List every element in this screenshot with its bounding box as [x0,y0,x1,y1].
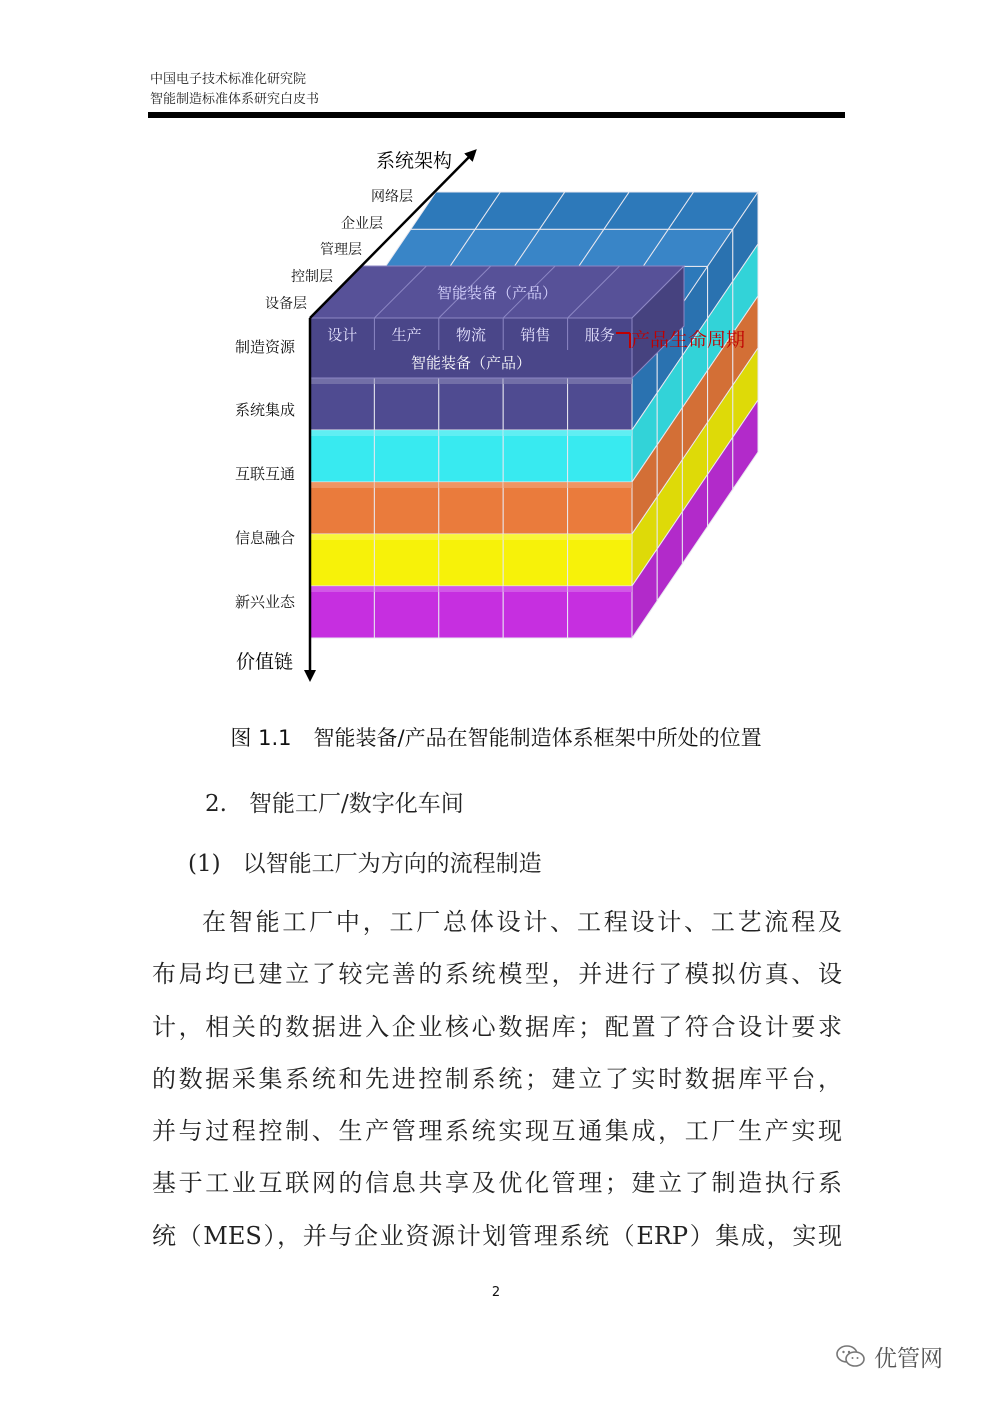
header-line-2: 智能制造标准体系研究白皮书 [150,92,320,107]
highlight-front-label: 智能装备（产品） [410,354,532,372]
paragraph-line: 的数据采集系统和先进控制系统；建立了实时数据库平台， [152,1064,842,1093]
cube-front-cell [439,430,503,482]
cube-front-cell [310,430,374,482]
cell-bevel [439,378,503,384]
watermark [836,1340,943,1373]
cell-bevel [503,586,567,592]
cube-front-cell [568,482,632,534]
paragraph-line: 计，相关的数据进入企业核心数据库；配置了符合设计要求 [152,1012,842,1041]
caption-number: 图 1.1 [230,726,292,750]
cell-bevel [439,430,503,436]
cube-front-cell [568,430,632,482]
section-title: 智能工厂/数字化车间 [248,791,464,817]
cube-front-cell [439,378,503,430]
cube-front-cell [310,378,374,430]
system-axis-title: 系统架构 [376,150,453,172]
paragraph-line: 统（MES），并与企业资源计划管理系统（ERP）集成，实现 [152,1221,842,1250]
cell-bevel [568,586,632,592]
cell-bevel [503,482,567,488]
body-paragraph [152,896,842,1262]
cell-bevel [439,534,503,540]
paragraph-line: 并与过程控制、生产管理系统实现互通集成，工厂生产实现 [152,1117,842,1146]
subsection-title: 以智能工厂为方向的流程制造 [242,851,542,877]
cell-bevel [310,430,374,436]
framework-cube-diagram [0,0,992,700]
wechat-icon [836,1344,866,1370]
cube-front-cell [310,534,374,586]
system-layer-label: 网络层 [371,189,413,205]
lifecycle-stage-label: 服务 [584,326,615,344]
cell-bevel [439,586,503,592]
value-chain-axis-title: 价值链 [236,651,294,673]
cube-front-cell [568,378,632,430]
cube-front-cell [568,586,632,638]
cell-bevel [374,482,438,488]
section-heading [205,785,464,818]
lifecycle-stage-label: 物流 [455,326,487,344]
cube-front-cell [503,534,567,586]
page-number: 2 [491,1285,501,1300]
value-layer-label: 互联互通 [235,465,296,483]
cell-bevel [310,586,374,592]
cell-bevel [503,430,567,436]
value-layer-label: 信息融合 [235,529,296,547]
header-line-1: 中国电子技术标准化研究院 [150,72,307,87]
cell-bevel [310,378,374,384]
cell-bevel [568,430,632,436]
cube-front-cell [503,430,567,482]
value-layer-label: 系统集成 [235,401,296,419]
cell-bevel [374,534,438,540]
cube-front-cell [310,482,374,534]
cube-front-cell [439,482,503,534]
watermark-text: 优管网 [874,1346,943,1372]
lifecycle-axis-title: 产品生命周期 [631,329,746,351]
value-layer-label: 制造资源 [235,338,296,356]
cube-front-cell [503,482,567,534]
cell-bevel [439,482,503,488]
paragraph-line: 布局均已建立了较完善的系统模型，并进行了模拟仿真、设 [152,960,842,989]
cell-bevel [568,534,632,540]
cube-front-cell [568,534,632,586]
paragraph-line: 在智能工厂中，工厂总体设计、工程设计、工艺流程及 [202,908,842,936]
cube-front-cell [439,534,503,586]
lifecycle-stage-label: 生产 [391,326,422,344]
cell-bevel [568,378,632,384]
cube-front-cell [310,586,374,638]
figure-caption [0,722,992,752]
cube-front-cell [374,482,438,534]
cell-bevel [503,378,567,384]
cell-bevel [310,534,374,540]
cell-bevel [374,378,438,384]
lifecycle-stage-label: 设计 [327,326,358,344]
lifecycle-stage-label: 销售 [520,326,551,344]
highlight-top-label: 智能装备（产品） [436,284,558,302]
system-layer-label: 控制层 [291,269,333,285]
cube-front-cell [439,586,503,638]
cube-front-cell [374,378,438,430]
section-number: 2. [205,791,227,817]
cube-front-cell [374,586,438,638]
subsection-number: (1) [188,851,221,877]
cell-bevel [374,430,438,436]
cell-bevel [374,586,438,592]
value-layer-label: 新兴业态 [235,593,296,611]
caption-text: 智能装备/产品在智能制造体系框架中所处的位置 [313,726,762,750]
subsection-heading [188,845,542,878]
system-layer-label: 企业层 [341,216,383,232]
cell-bevel [503,534,567,540]
system-layer-label: 管理层 [320,242,362,258]
cube-front-cell [374,534,438,586]
cube-front-cell [503,378,567,430]
cell-bevel [568,482,632,488]
cube-front-cell [374,430,438,482]
system-layer-label: 设备层 [265,296,307,312]
cube-front-cell [503,586,567,638]
paragraph-line: 基于工业互联网的信息共享及优化管理；建立了制造执行系 [152,1169,842,1198]
cell-bevel [310,482,374,488]
